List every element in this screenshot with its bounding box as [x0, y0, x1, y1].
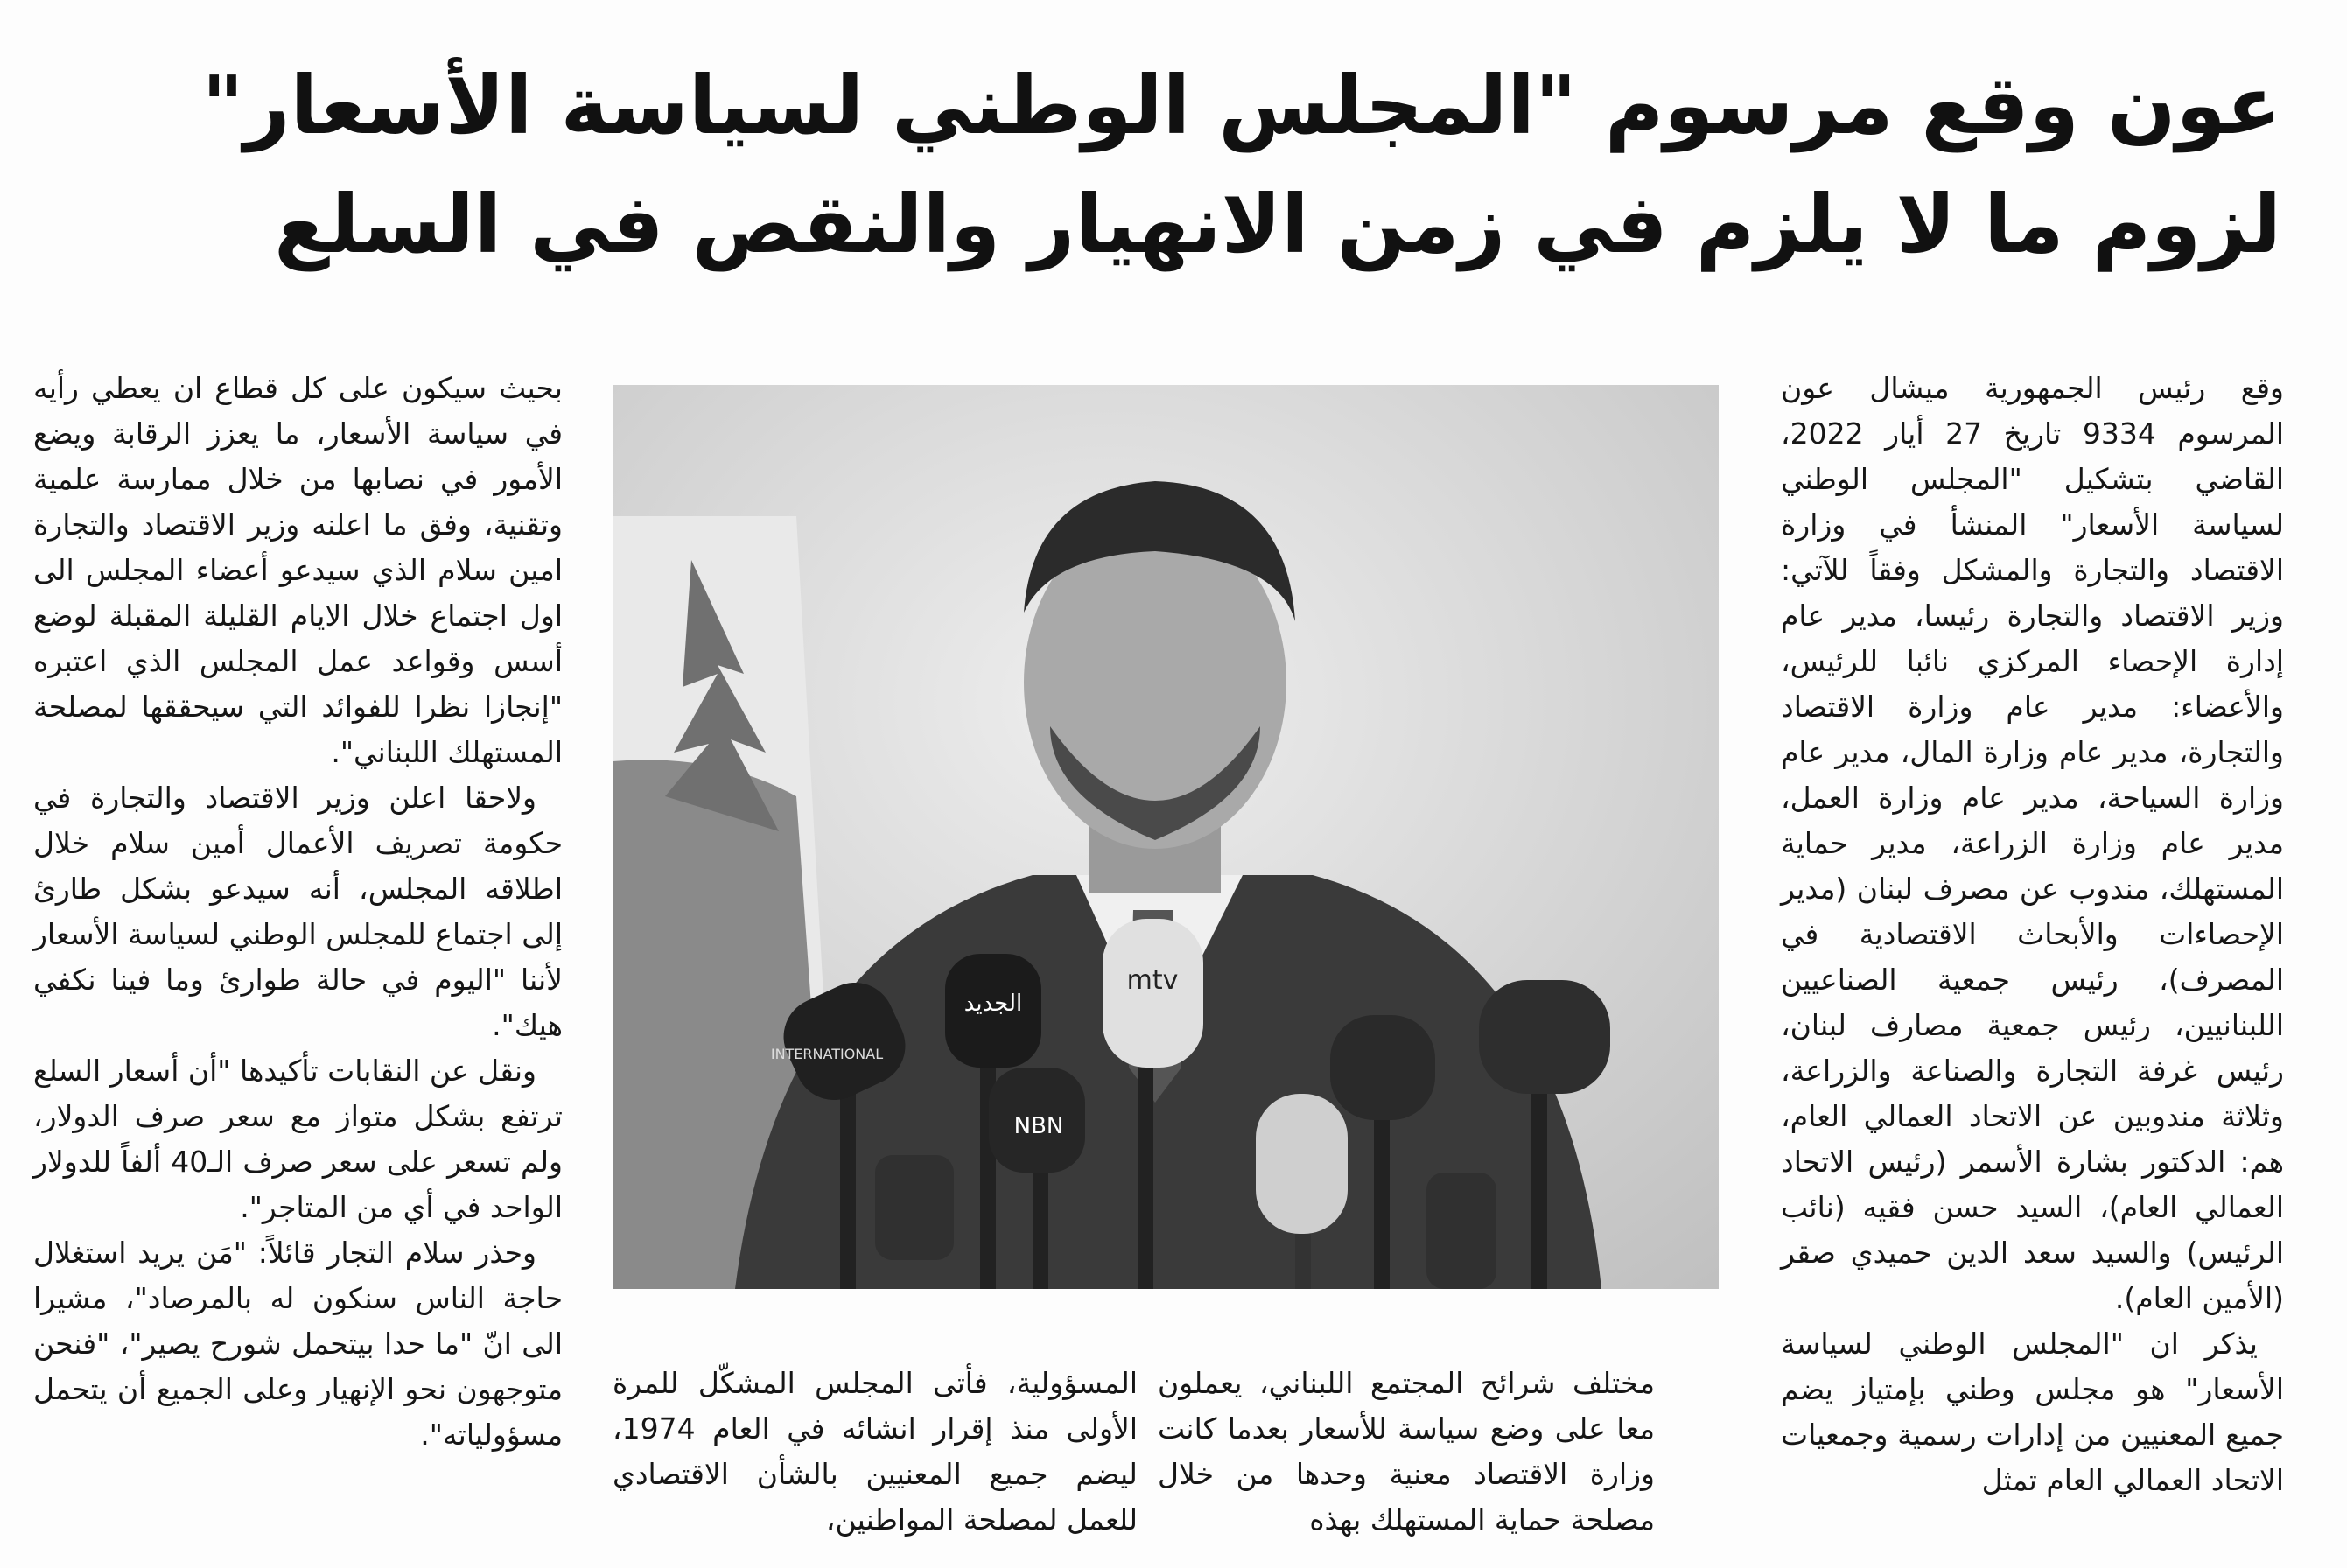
paragraph: وحذر سلام التجار قائلاً: "مَن يريد استغلال حاجة الناس سنكون له بالمرصاد"، مشيرا الى انّ "ما حدا بيتحمل شورح يصير"، "فنحن متوجهون نحو الإنهيار وعلى الجميع أن يتحمل مسؤولياته". [33, 1236, 563, 1452]
paragraph: بحيث سيكون على كل قطاع ان يعطي رأيه في سياسة الأسعار، ما يعزز الرقابة ويضع الأمور في نصابها من خلال ممارسة علمية وتقنية، وفق ما اعلنه وزير الاقتصاد والتجارة امين سلام الذي سيدعو أعضاء المجلس الى اول اجتماع خلال الايام القليلة المقبلة لوضع أسس وقواعد عمل المجلس الذي اعتبره "إنجازا نظرا للفوائد التي سيحققها لمصلحة المستهلك اللبناني". [33, 371, 563, 769]
paragraph: يذكر ان "المجلس الوطني لسياسة الأسعار" هو مجلس وطني بإمتياز يضم جميع المعنيين من إدارات رسمية وجمعيات الاتحاد العمالي العام تمثل [1781, 1326, 2284, 1497]
svg-text:mtv: mtv [1126, 965, 1179, 996]
headline-line-2: لزوم ما لا يلزم في زمن الانهيار والنقص في السلع [274, 178, 2281, 271]
paragraph: ولاحقا اعلن وزير الاقتصاد والتجارة في حكومة تصريف الأعمال أمين سلام خلال اطلاقه المجلس، أنه سيدعو بشكل طارئ إلى اجتماع للمجلس الوطني لسياسة الأسعار لأننا "اليوم في حالة طوارئ وما فينا نكفي هيك". [33, 780, 563, 1042]
article-column-left [33, 366, 563, 1458]
headline-line-1: عون وقع مرسوم "المجلس الوطني لسياسة الأسعار" [201, 59, 2281, 152]
paragraph: المسؤولية، فأتى المجلس المشكّل للمرة الأولى منذ إقرار انشائه في العام 1974، ليضم جميع المعنيين بالشأن الاقتصادي للعمل لمصلحة المواطنين، [613, 1366, 1138, 1536]
svg-text:الجديد: الجديد [963, 990, 1023, 1017]
paragraph: وقع رئيس الجمهورية ميشال عون المرسوم 9334 تاريخ 27 أيار 2022، القاضي بتشكيل "المجلس الوطني لسياسة الأسعار" المنشأ في وزارة الاقتصاد والتجارة والمشكل وفقاً للآتي: وزير الاقتصاد والتجارة رئيسا، مدير عام إدارة الإحصاء المركزي نائبا للرئيس، والأعضاء: مدير عام وزارة الاقتصاد والتجارة، مدير عام وزارة المال، مدير عام وزارة السياحة، مدير عام وزارة العمل، مدير عام وزارة الزراعة، مدير حماية المستهلك، مندوب عن مصرف لبنان (مدير الإحصاءات والأبحاث الاقتصادية في المصرف)، رئيس جمعية الصناعيين اللبنانيين، رئيس جمعية مصارف لبنان، رئيس غرفة التجارة والصناعة والزراعة، وثلاثة مندوبين عن الاتحاد العمالي العام، هم: الدكتور بشارة الأسمر (رئيس الاتحاد العمالي العام)، السيد حسن فقيه (نائب الرئيس) والسيد سعد الدين حميدي صقر (الأمين العام). [1781, 371, 2284, 1315]
paragraph: مختلف شرائح المجتمع اللبناني، يعملون معا على وضع سياسة للأسعار بعدما كانت وزارة الاقتصاد معنية وحدها من خلال مصلحة حماية المستهلك بهذه [1158, 1366, 1655, 1536]
svg-text:INTERNATIONAL: INTERNATIONAL [770, 1046, 884, 1062]
press-conference-photo [613, 385, 1719, 1289]
article-column-middle-b [613, 1361, 1138, 1543]
article-column-middle-a [1158, 1361, 1655, 1543]
article-column-right [1781, 366, 2284, 1503]
svg-text:NBN: NBN [1013, 1113, 1064, 1139]
paragraph: ونقل عن النقابات تأكيدها "أن أسعار السلع ترتفع بشكل متواز مع سعر صرف الدولار، ولم تسعر على سعر صرف الـ40 ألفاً للدولار الواحد في أي من المتاجر". [33, 1054, 563, 1224]
